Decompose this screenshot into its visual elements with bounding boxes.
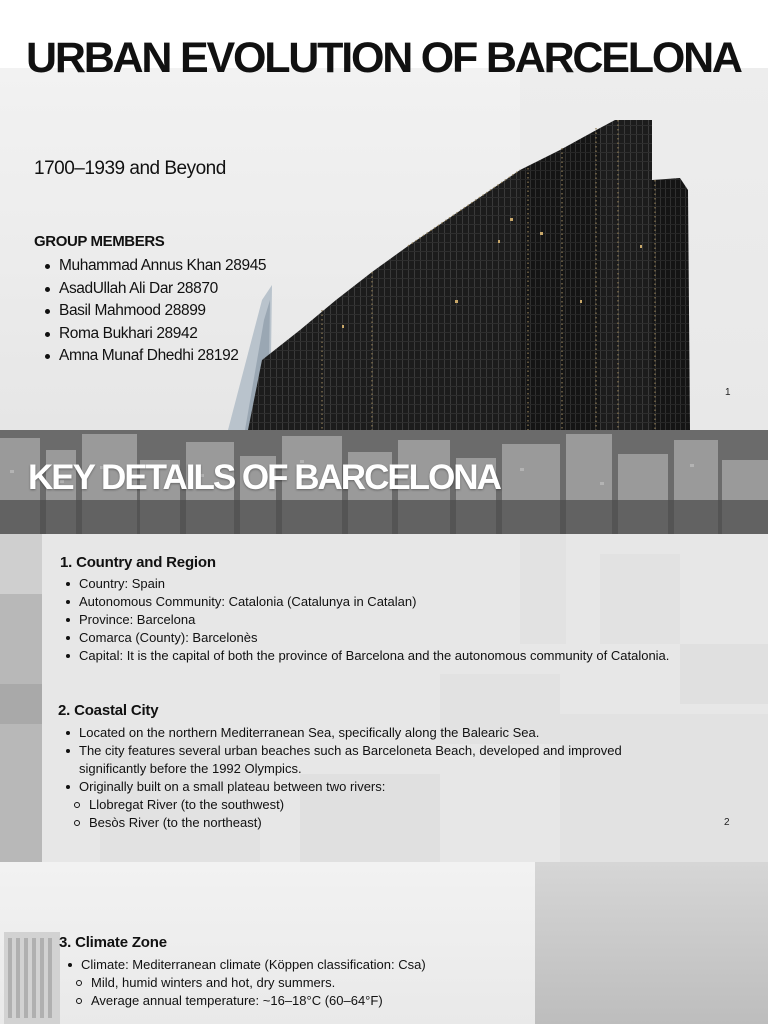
group-members-heading: GROUP MEMBERS xyxy=(34,233,165,250)
slide-title xyxy=(0,0,768,430)
sub-list-item: Mild, humid winters and hot, dry summers. xyxy=(67,974,567,992)
sub-list-container xyxy=(65,796,665,832)
page-number: 2 xyxy=(724,817,730,828)
climate-list xyxy=(67,956,567,1010)
list-item: The city features several urban beaches such as Barceloneta Beach, developed and improved significantly before the 1992 Olympics. xyxy=(65,742,665,778)
city-banner-photo xyxy=(0,430,768,534)
page-number: 1 xyxy=(725,387,731,398)
slide-heading: KEY DETAILS OF BARCELONA xyxy=(28,458,500,497)
climate-sub-list xyxy=(67,974,567,1010)
list-item: Province: Barcelona xyxy=(65,611,725,629)
sub-list-item: Besòs River (to the northeast) xyxy=(65,814,665,832)
background-photo-right xyxy=(535,862,768,1024)
section-heading: 2. Coastal City xyxy=(58,702,159,719)
rivers-sub-list xyxy=(65,796,665,832)
list-item: Autonomous Community: Catalonia (Catalunya in Catalan) xyxy=(65,593,725,611)
country-region-list xyxy=(65,575,725,665)
member-item: Amna Munaf Dhedhi 28192 xyxy=(42,345,266,368)
sub-list-container xyxy=(67,974,567,1010)
sub-list-item: Average annual temperature: ~16–18°C (60–64°F) xyxy=(67,992,567,1010)
coastal-city-list xyxy=(65,724,665,832)
list-item: Comarca (County): Barcelonès xyxy=(65,629,725,647)
member-item: Muhammad Annus Khan 28945 xyxy=(42,255,266,278)
member-item: Basil Mahmood 28899 xyxy=(42,300,266,323)
slide-climate xyxy=(0,862,768,1024)
section-heading: 1. Country and Region xyxy=(60,554,216,571)
list-item: Climate: Mediterranean climate (Köppen classification: Csa) xyxy=(67,956,567,974)
list-item: Country: Spain xyxy=(65,575,725,593)
presentation-subtitle: 1700–1939 and Beyond xyxy=(34,158,226,179)
list-item: Located on the northern Mediterranean Sea, specifically along the Balearic Sea. xyxy=(65,724,665,742)
sub-list-item: Llobregat River (to the southwest) xyxy=(65,796,665,814)
group-members-list xyxy=(42,255,266,368)
list-item: Originally built on a small plateau between two rivers: xyxy=(65,778,665,796)
presentation-title: URBAN EVOLUTION OF BARCELONA xyxy=(26,34,741,82)
slide-key-details xyxy=(0,430,768,862)
list-item: Capital: It is the capital of both the province of Barcelona and the autonomous community of Catalonia. xyxy=(65,647,725,665)
member-item: Roma Bukhari 28942 xyxy=(42,323,266,346)
section-heading: 3. Climate Zone xyxy=(59,934,167,951)
member-item: AsadUllah Ali Dar 28870 xyxy=(42,278,266,301)
